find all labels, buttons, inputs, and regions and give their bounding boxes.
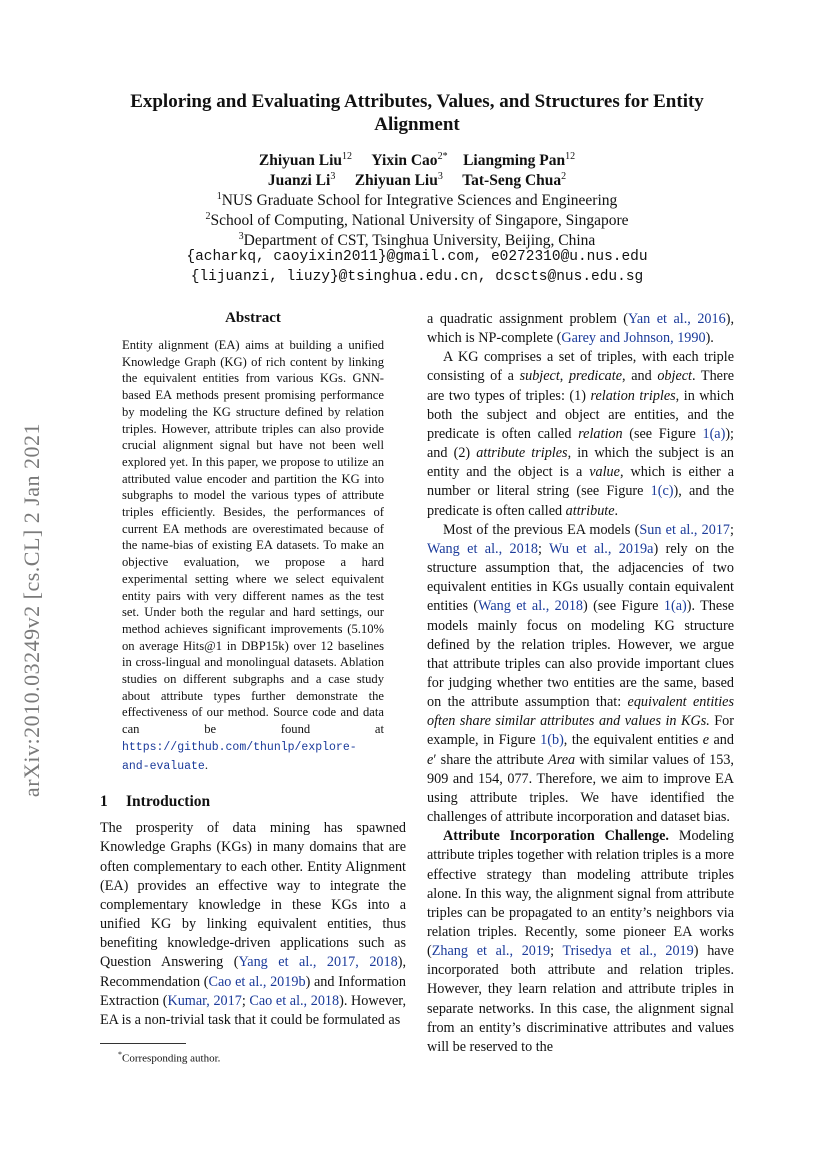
author-name: Tat-Seng Chua (462, 172, 562, 190)
author-sup: 2* (437, 151, 448, 162)
citation-link[interactable]: Cao et al., 2018 (249, 992, 340, 1009)
affiliation-sup: 3 (238, 231, 244, 242)
footnote-mark: * (118, 1050, 122, 1059)
author-name: Zhiyuan Liu (354, 172, 438, 190)
author-sup: 3 (330, 171, 336, 182)
email-line-2: {lijuanzi, liuzy}@tsinghua.edu.cn, dcscts@nus.edu.sg (190, 269, 644, 285)
footnote (100, 1043, 406, 1066)
citation-link[interactable]: Wang et al., 2018 (478, 598, 584, 615)
author-sup: 3 (437, 171, 443, 182)
footnote-text: Corresponding author. (122, 1052, 221, 1065)
paper-title: Exploring and Evaluating Attributes, Values, and Structures for Entity Alignment (130, 91, 704, 135)
affiliation-text: School of Computing, National University of Singapore, Singapore (210, 212, 629, 230)
affiliation-text: Department of CST, Tsinghua University, Beijing, China (243, 232, 596, 250)
figure-link[interactable]: 1(c) (650, 483, 674, 500)
author-name: Juanzi Li (267, 172, 331, 190)
intro-paragraph-3: Most of the previous EA models (Sun et al., 2017; Wang et al., 2018; Wu et al., 2019a) rely on the structure assumption that, the adjacencies of two equivalent entities in KGs usually contain equivalent entities (Wang et al., 2018) (see Figure 1(a)). These models mainly focus on modeling KG structure defined by the relation triples. However, we argue that attribute triples can also provide important clues for judging whether two entities are the same, based on the attribute assumption that: equivalent entities often share similar attributes and values in KGs. For example, in Figure 1(b), the equivalent entities e and e′ share the attribute Area with similar values of 153, 909 and 154, 077. Therefore, we aim to improve EA using attribute triples. We have identified the challenges of attribute incorporation and dataset bias. (427, 521, 735, 826)
arxiv-stamp (14, 380, 50, 840)
figure-link[interactable]: 1(a) (663, 598, 687, 615)
citation-link[interactable]: Yan et al., 2016 (628, 311, 726, 327)
citation-link[interactable]: Sun et al., 2017 (639, 521, 731, 538)
intro-paragraph-1: The prosperity of data mining has spawned Knowledge Graphs (KGs) in many domains that are often complementary to each other. Entity Alignment (EA) provides an effective way to integrate the complementary knowledge in these KGs into a unified KG by linking equivalent entities, thus benefiting knowledge-driven applications such as Question Answering (Yang et al., 2017, 2018), Recommendation (Cao et al., 2019b) and Information Extraction (Kumar, 2017; Cao et al., 2018). However, EA is a non-trivial task that it could be formulated as (100, 820, 407, 1028)
figure-link[interactable]: 1(a) (702, 425, 726, 442)
source-code-link[interactable]: https://github.com/thunlp/explore-and-evaluate (122, 740, 357, 773)
author-name: Liangming Pan (463, 152, 566, 170)
intro-paragraph-1-cont: a quadratic assignment problem (Yan et al., 2016), which is NP-complete (Garey and Johnson, 1990). (427, 311, 734, 347)
author-sup: 2 (561, 171, 567, 182)
citation-link[interactable]: Wang et al., 2018 (427, 540, 538, 557)
affiliation-sup: 2 (205, 211, 211, 222)
right-column (427, 310, 734, 1057)
citation-link[interactable]: Wu et al., 2019a (549, 540, 654, 557)
affiliation-sup: 1 (216, 191, 222, 202)
section-number: 1 (100, 793, 108, 811)
citation-link[interactable]: Kumar, 2017 (167, 992, 242, 1009)
citation-link[interactable]: Zhang et al., 2019 (431, 943, 551, 960)
abstract-end: . (204, 757, 208, 772)
abstract-text: Entity alignment (EA) aims at building a unified Knowledge Graph (KG) of rich content by linking the equivalent entities from various KGs. GNN-based EA methods present promising performance by modeling the KG structure defined by relation triples. However, attribute triples can also provide crucial alignment signal but have not been well explored yet. In this paper, we propose to utilize an attributed value encoder and partition the KG into subgraphs to model the various types of attribute triples efficiently. Besides, the performances of current EA methods are overestimated because of the name-bias of existing EA datasets. To make an objective evaluation, we propose a hard experimental setting where we select equivalent entity pairs with very different names as the test set. Under both the regular and hard settings, our method achieves significant improvements (5.10% on average Hits@1 in DBP15k) over 12 baselines in cross-lingual and monolingual datasets. Ablation studies on different subgraphs and a case study about attribute types further demonstrate the effectiveness of our method. Source code and data can be found at (122, 338, 384, 737)
author-name: Zhiyuan Liu (258, 152, 343, 170)
affiliation-text: NUS Graduate School for Integrative Sciences and Engineering (221, 192, 618, 210)
author-sup: 12 (565, 151, 576, 162)
figure-link[interactable]: 1(b) (540, 732, 564, 749)
arxiv-id: arXiv:2010.03249v2 [cs.CL] 2 Jan 2021 (19, 422, 44, 798)
section-heading (100, 793, 406, 811)
citation-link[interactable]: Trisedya et al., 2019 (562, 943, 694, 960)
citation-link[interactable]: Garey and Johnson, 1990 (561, 330, 706, 347)
intro-paragraph-2: A KG comprises a set of triples, with each triple consisting of a subject, predicate, and object. There are two types of triples: (1) relation triples, in which both the subject and object are entities, and the predicate is often called relation (see Figure 1(a)); and (2) attribute triples, in which the subject is an entity and the object is a value, which is either a number or literal string (see Figure 1(c)), and the predicate is often called attribute. (427, 349, 735, 519)
section-title: Introduction (126, 793, 211, 811)
abstract-body (122, 337, 384, 775)
abstract-heading: Abstract (225, 310, 281, 326)
email-line-1: {acharkq, caoyixin2011}@gmail.com, e0272310@u.nus.edu (186, 249, 648, 265)
citation-link[interactable]: Cao et al., 2019b (208, 973, 306, 990)
left-column (100, 310, 406, 1030)
author-sup: 12 (342, 151, 353, 162)
intro-paragraph-4: Attribute Incorporation Challenge. Modeling attribute triples together with relation triples is a more effective strategy than modeling attribute triples alone. In this way, the alignment signal from attribute triples can be propagated to an entity’s neighbors via relation triples. Recently, some pioneer EA works (Zhang et al., 2019; Trisedya et al., 2019) have incorporated both attribute and relation triples. However, they learn relation and attribute triples in separate networks. In this case, the alignment signal from an entity’s discriminative attributes and values will be reserved to the (427, 828, 734, 1055)
footnote-rule (100, 1043, 186, 1044)
author-name: Yixin Cao (371, 152, 438, 170)
citation-link[interactable]: Yang et al., 2017, 2018 (238, 954, 398, 971)
